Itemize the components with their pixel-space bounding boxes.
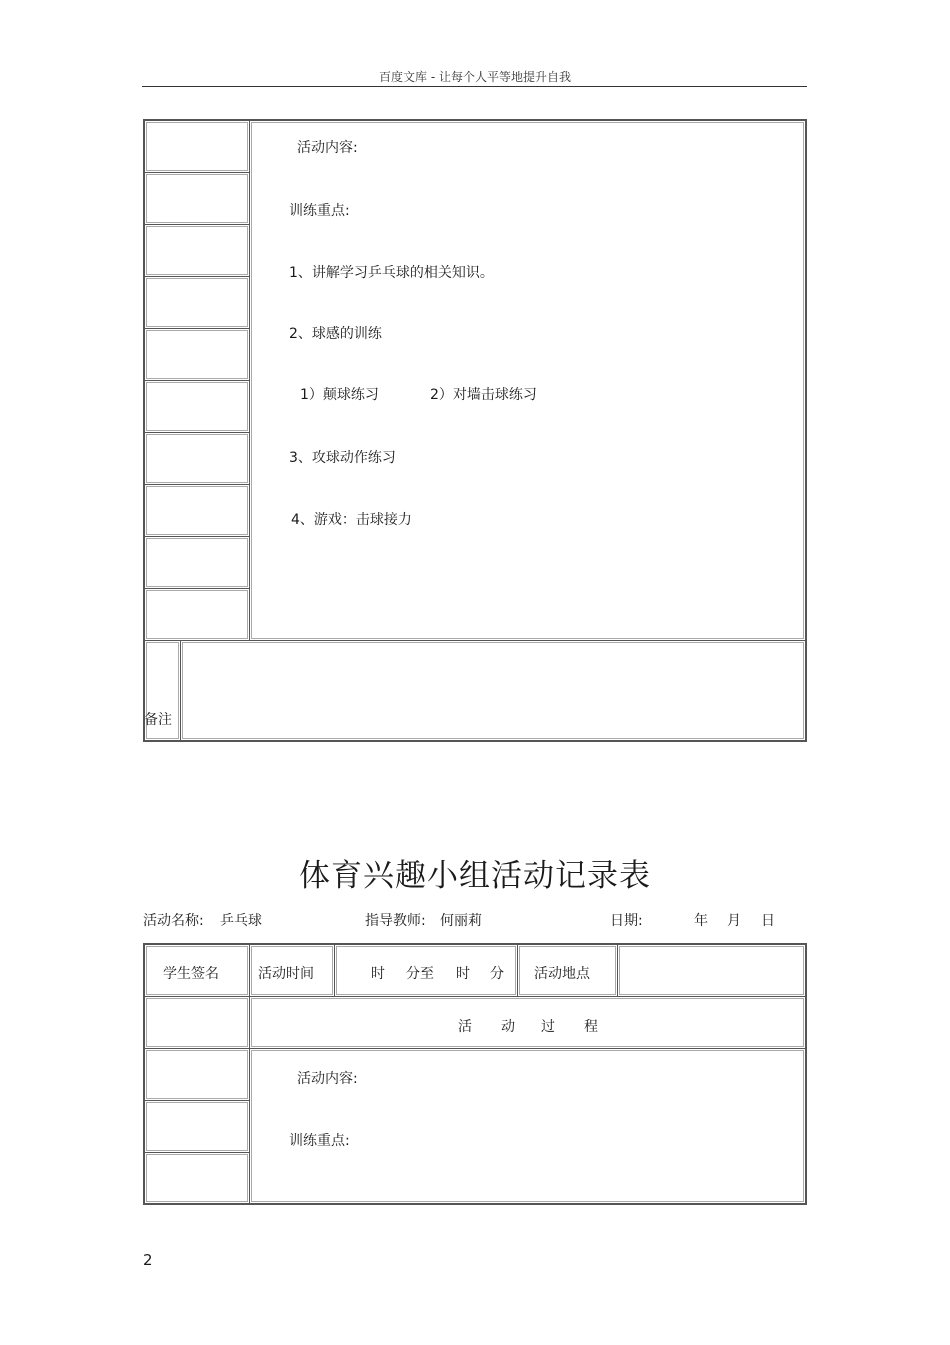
teacher-label: 指导教师:: [365, 913, 426, 929]
training-item: 4、游戏：击球接力: [291, 512, 412, 528]
date-year: 年: [694, 913, 708, 929]
date-label: 日期:: [610, 913, 643, 929]
table1-left-cell: [144, 432, 250, 485]
table2-left-cell: [144, 1048, 250, 1101]
content-label: 活动内容:: [297, 140, 358, 156]
time-hour2: 时: [456, 966, 470, 982]
date-month: 月: [727, 913, 741, 929]
student-sign-label: 学生签名: [163, 966, 219, 982]
table1-left-cell: [144, 276, 250, 329]
activity-name-label: 活动名称:: [143, 913, 204, 929]
training-item: 1、讲解学习乒乓球的相关知识。: [289, 265, 494, 281]
date-day: 日: [761, 913, 775, 929]
place-value-cell: [617, 944, 806, 997]
time-hour1: 时: [371, 966, 385, 982]
process-char: 程: [584, 1019, 598, 1035]
table2-left-cell: [144, 1152, 250, 1204]
time-minute-to: 分至: [406, 966, 434, 982]
process-header-cell: [249, 996, 806, 1049]
time-label: 活动时间: [258, 966, 314, 982]
header-divider: [142, 86, 807, 87]
place-label: 活动地点: [534, 966, 590, 982]
process-char: 活: [458, 1019, 472, 1035]
teacher-value: 何丽莉: [440, 913, 482, 929]
focus-label: 训练重点:: [289, 203, 350, 219]
table1-left-cell: [144, 120, 250, 173]
process-char: 过: [541, 1019, 555, 1035]
training-item: 3、攻球动作练习: [289, 450, 396, 466]
table2-left-cell: [144, 996, 250, 1049]
content-label: 活动内容:: [297, 1071, 358, 1087]
remark-content-cell: [180, 640, 806, 741]
table1-left-cell: [144, 588, 250, 641]
table1-left-cell: [144, 484, 250, 537]
focus-label: 训练重点:: [289, 1133, 350, 1149]
table2-left-cell: [144, 1100, 250, 1153]
training-subitem: 2）对墙击球练习: [430, 387, 537, 403]
remark-label: 备注: [144, 712, 172, 728]
training-subitem: 1）颠球练习: [300, 387, 379, 403]
table1-left-cell: [144, 224, 250, 277]
form-title: 体育兴趣小组活动记录表: [299, 858, 651, 894]
training-item: 2、球感的训练: [289, 326, 382, 342]
table1-content-area: [249, 120, 806, 641]
table1-left-cell: [144, 172, 250, 225]
activity-name-value: 乒乓球: [220, 913, 262, 929]
table1-left-cell: [144, 536, 250, 589]
table1-left-cell: [144, 328, 250, 381]
time-minute2: 分: [490, 966, 504, 982]
table1-left-cell: [144, 380, 250, 433]
page-number: 2: [143, 1251, 153, 1269]
header-site-text: 百度文库 - 让每个人平等地提升自我: [379, 70, 571, 84]
process-char: 动: [501, 1019, 515, 1035]
